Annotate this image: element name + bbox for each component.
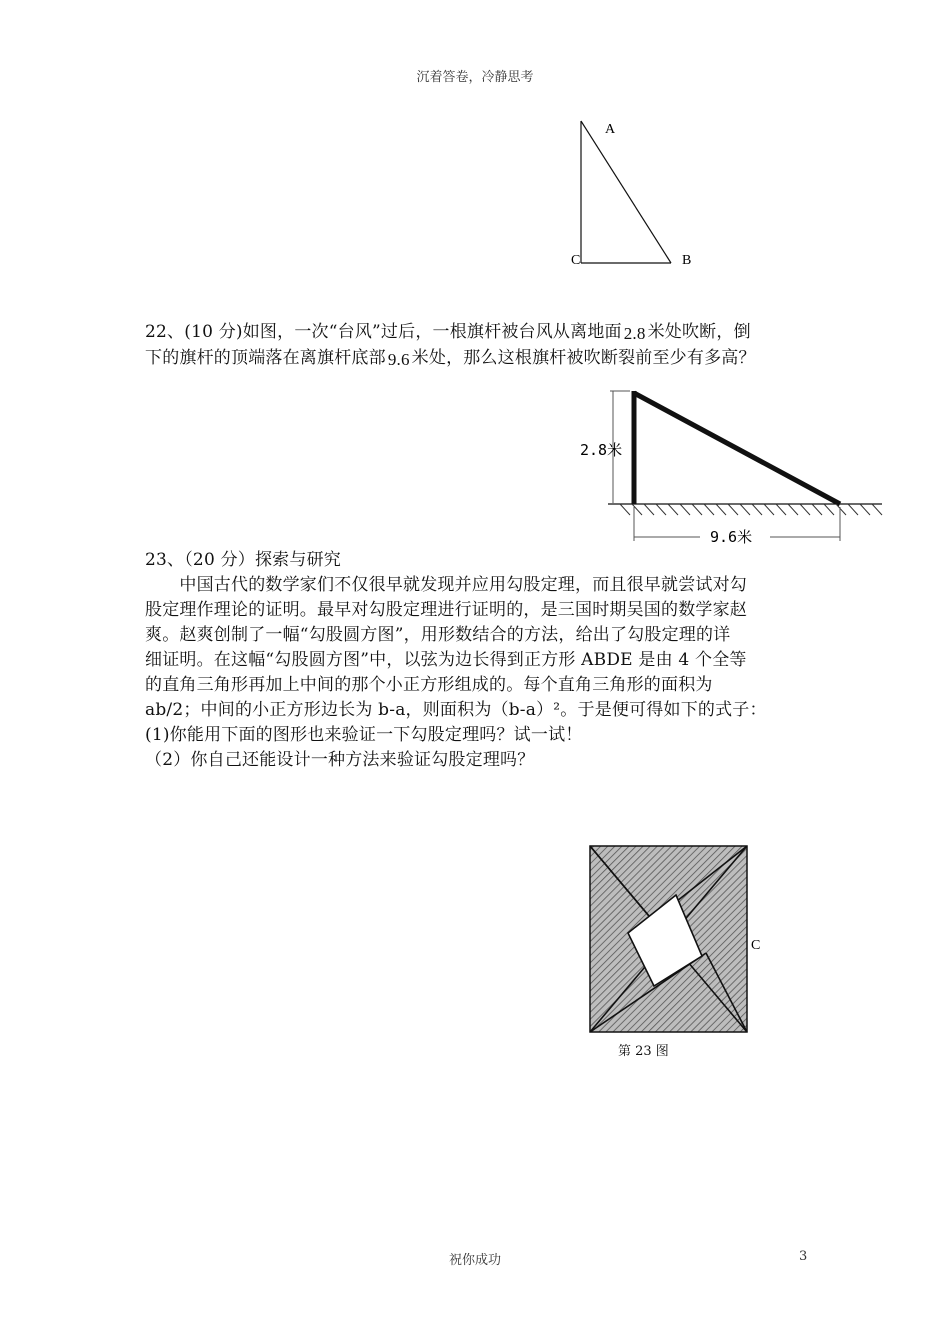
q23-title: 23、（20 分）探索与研究 [145,550,341,570]
q22-line-2-text: 下的旗杆的顶端落在离旗杆底部 [145,348,386,368]
flagpole-fallen-part [634,393,840,504]
page-header: 沉着答卷，冷静思考 [416,70,534,85]
page-footer: 祝你成功 [448,1253,501,1268]
q23-paragraph-line-6: ab/2；中间的小正方形边长为 b-a，则面积为（b-a）²。于是便可得如下的式子： [145,700,767,720]
height-label: 2.8米 [580,441,623,459]
figure-23-caption: 第 23 图 [618,1044,669,1059]
q22-number-9-6: 9.6 [387,350,410,369]
q23-item-1: (1)你能用下面的图形也来验证一下勾股定理吗？试一试！ [145,725,583,745]
side-label-c: C [751,938,761,953]
q23-paragraph-line-4: 细证明。在这幅“勾股圆方图”中，以弦为边长得到正方形 ABDE 是由 4 个全等 [145,650,747,670]
page-number: 3 [799,1249,808,1264]
q22-line-1-tail: 米处吹断，倒 [647,322,751,342]
q23-item-2: （2）你自己还能设计一种方法来验证勾股定理吗？ [145,750,535,770]
q22-line-2-tail: 米处，那么这根旗杆被吹断裂前至少有多高？ [411,348,756,368]
q23-paragraph-line-2: 股定理作理论的证明。最早对勾股定理进行证明的，是三国时期吴国的数学家赵 [145,600,747,620]
base-label: 9.6米 [710,528,753,546]
vertex-label-c: C [571,253,581,268]
q22-line-1 [145,320,751,344]
q23-paragraph-line-3: 爽。赵爽创制了一幅“勾股圆方图”，用形数结合的方法，给出了勾股定理的详 [145,625,731,645]
vertex-label-a: A [605,122,616,137]
q22-number-2-8: 2.8 [623,324,646,343]
pythagoras-square-figure [580,838,770,1038]
ground-hatching [620,504,882,515]
triangle-abc-lines [581,121,671,263]
triangle-abc-figure [560,110,710,275]
flagpole-figure [570,385,890,550]
q23-paragraph-line-1: 中国古代的数学家们不仅很早就发现并应用勾股定理，而且很早就尝试对勾 [145,575,747,595]
vertex-label-b: B [682,253,692,268]
q22-line-2 [145,346,756,370]
q23-paragraph-line-5: 的直角三角形再加上中间的那个小正方形组成的。每个直角三角形的面积为 [145,675,713,695]
q22-line-1-text: 22、(10 分)如图，一次“台风”过后，一根旗杆被台风从离地面 [145,322,622,342]
